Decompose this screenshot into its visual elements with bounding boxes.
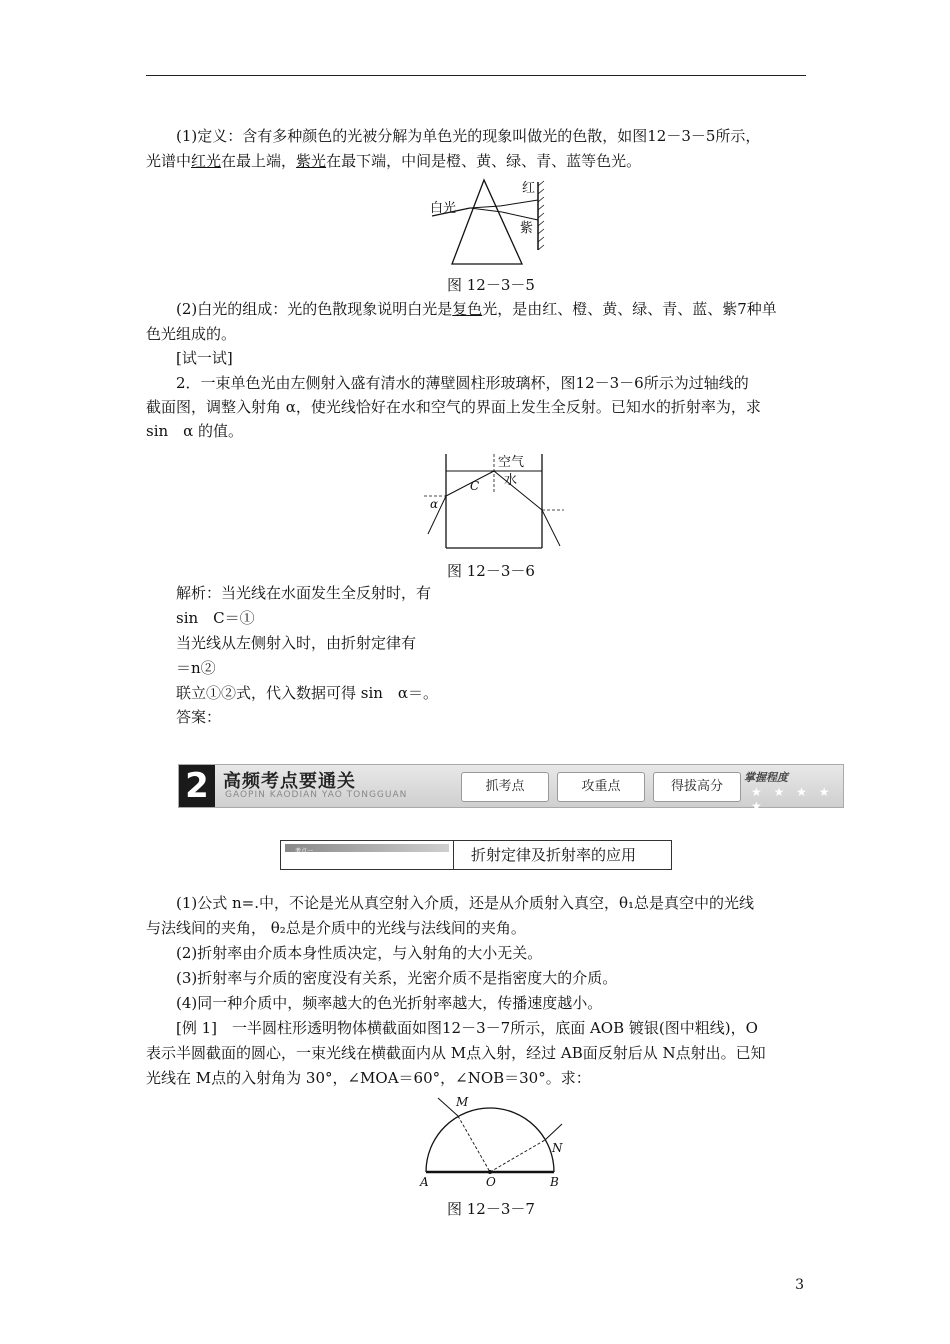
red-ray	[500, 200, 538, 206]
topic-title: 折射定律及折射率的应用	[471, 846, 637, 864]
label-b: B	[550, 1175, 559, 1189]
question-line-1: 2．一束单色光由左侧射入盛有清水的薄壁圆柱形玻璃杯，图12－3－6所示为过轴线的	[176, 374, 749, 392]
point-1-line-1: (1)公式 n=.中，不论是光从真空射入介质，还是从介质射入真空，θ₁总是真空中的光线	[176, 894, 755, 912]
question-line-2: 截面图，调整入射角 α，使光线恰好在水和空气的界面上发生全反射。已知水的折射率为，求	[146, 398, 761, 416]
topic-header-box	[280, 840, 672, 870]
caption-fig-7: 图 12－3－7	[447, 1200, 535, 1218]
section-subtitle: GAOPIN KAODIAN YAO TONGGUAN	[225, 790, 408, 800]
purple-light-term: 紫光	[296, 152, 327, 170]
answer-label: 答案：	[176, 708, 222, 726]
label-n: N	[552, 1141, 563, 1155]
try-heading: [试一试]	[176, 349, 233, 367]
point-3: (3)折射率与介质的密度没有关系，光密介质不是指密度大的介质。	[176, 969, 618, 987]
label-c: C	[470, 479, 480, 493]
screen-hatching	[538, 181, 544, 250]
exit-ray	[542, 510, 560, 546]
label-alpha: α	[430, 497, 439, 511]
para-white-light-1: (2)白光的组成：光的色散现象说明白光是复色光，是由红、橙、黄、绿、青、蓝、紫7种单	[176, 300, 777, 318]
section-banner	[178, 764, 844, 813]
mastery-label: 掌握程度	[744, 771, 788, 784]
point-2: (2)折射率由介质本身性质决定，与入射角的大小无关。	[176, 944, 543, 962]
example-line-2: 表示半圆截面的圆心，一束光线在横截面内从 M点入射，经过 AB面反射后从 N点射出。已知	[146, 1044, 766, 1062]
exit-ray	[545, 1124, 562, 1140]
label-air: 空气	[498, 455, 525, 470]
purple-ray	[502, 212, 538, 220]
mastery-stars: ★ ★ ★ ★ ★	[751, 785, 834, 813]
para-white-light-2: 色光组成的。	[146, 325, 237, 343]
incident-ray	[438, 1098, 458, 1116]
solution-line-4: ＝n②	[176, 659, 216, 677]
label-m: M	[456, 1095, 469, 1109]
grab-points-button[interactable]: 抓考点	[461, 772, 549, 802]
topic-tag-bar	[285, 844, 449, 855]
semicircle-arc	[426, 1108, 554, 1172]
page-number: 3	[795, 1277, 804, 1293]
caption-fig-6: 图 12－3－6	[447, 562, 535, 580]
topic-tag: 考点一	[295, 848, 314, 855]
high-score-button[interactable]: 得拔高分	[653, 772, 741, 802]
caption-fig-5: 图 12－3－5	[447, 276, 535, 294]
label-purple: 紫	[520, 221, 534, 236]
point-1-line-2: 与法线间的夹角， θ₂总是介质中的光线与法线间的夹角。	[146, 919, 526, 937]
solution-line-1: 解析：当光线在水面发生全反射时，有	[176, 584, 432, 602]
ray-m-to-o	[458, 1116, 490, 1172]
example-line-3: 光线在 M点的入射角为 30°，∠MOA＝60°，∠NOB＝30°。求：	[146, 1069, 591, 1087]
topic-divider	[453, 841, 454, 869]
question-line-3: sin α 的值。	[146, 422, 244, 440]
reflected-ray	[494, 471, 542, 510]
red-light-term: 红光	[191, 152, 222, 170]
prism-shape	[452, 180, 522, 264]
center-point	[488, 1170, 492, 1174]
label-a: A	[420, 1175, 429, 1189]
solution-line-5: 联立①②式，代入数据可得 sin α＝。	[176, 684, 439, 702]
glass-cup-figure	[420, 450, 570, 556]
point-4: (4)同一种介质中，频率越大的色光折射率越大，传播速度越小。	[176, 994, 603, 1012]
attack-key-points-button[interactable]: 攻重点	[557, 772, 645, 802]
complex-light-term: 复色	[452, 300, 483, 318]
semicircle-figure	[416, 1092, 572, 1190]
prism-figure	[430, 176, 550, 270]
label-red: 红	[522, 181, 536, 196]
solution-line-3: 当光线从左侧射入时，由折射定律有	[176, 634, 417, 652]
para-definition-2: 光谱中红光在最上端，紫光在最下端，中间是橙、黄、绿、青、蓝等色光。	[146, 152, 642, 170]
label-white: 白光	[430, 201, 457, 216]
label-o: O	[486, 1175, 496, 1189]
section-number: 2	[179, 765, 215, 807]
ray-o-to-n	[490, 1140, 545, 1172]
solution-line-2: sin C＝①	[176, 609, 255, 627]
label-water: 水	[504, 473, 518, 488]
section-title: 高频考点要通关	[223, 771, 356, 792]
para-definition-1: (1)定义：含有多种颜色的光被分解为单色光的现象叫做光的色散，如图12－3－5所示，	[176, 127, 761, 145]
example-line-1: [例 1] 一半圆柱形透明物体横截面如图12－3－7所示，底面 AOB 镀银(图中粗线)，O	[176, 1019, 758, 1037]
top-rule	[146, 75, 806, 76]
